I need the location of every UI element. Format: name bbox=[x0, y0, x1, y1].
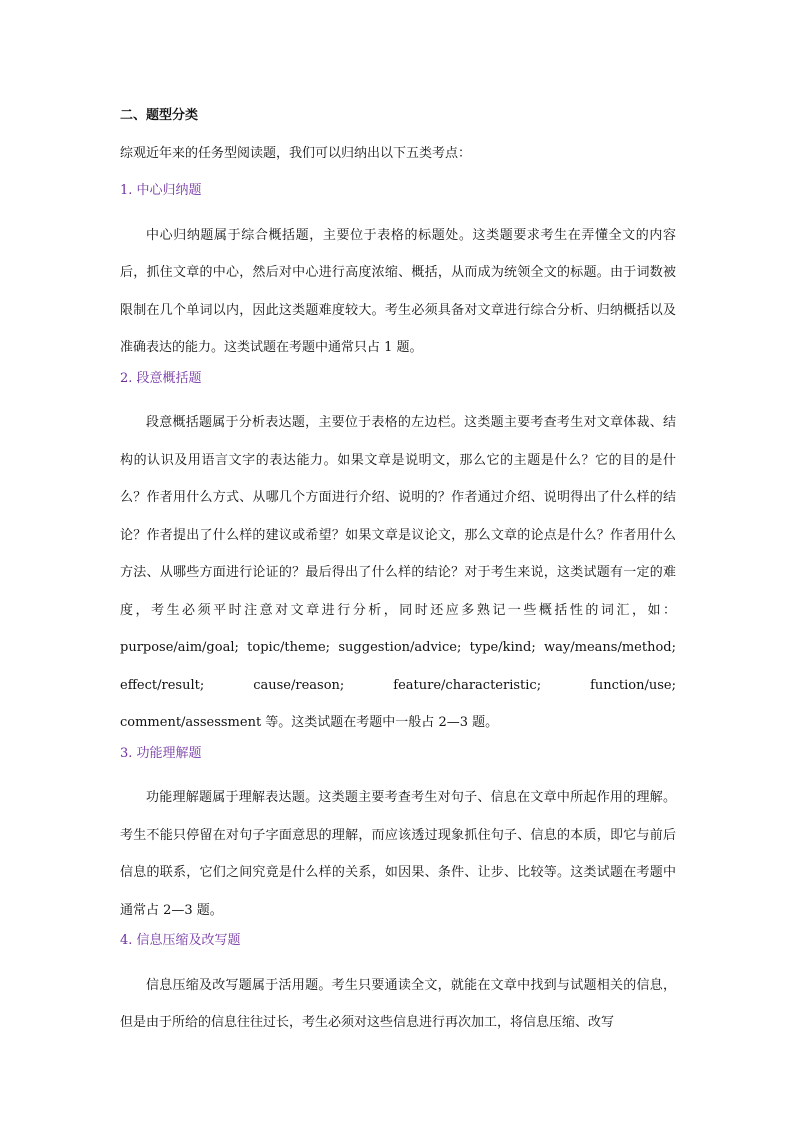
document-body bbox=[120, 104, 676, 1042]
paragraph-info-compression: 信息压缩及改写题属于活用题。考生只要通读全文，就能在文章中找到与试题相关的信息，但是由于所给的信息往往过长，考生必须对这些信息进行再次加工，将信息压缩、改写 bbox=[120, 977, 676, 1030]
paragraph-center-summary: 中心归纳题属于综合概括题，主要位于表格的标题处。这类题要求考生在弄懂全文的内容后，抓住文章的中心，然后对中心进行高度浓缩、概括，从而成为统领全文的标题。由于词数被限制在几个单词以内，因此这类题难度较大。考生必须具备对文章进行综合分析、归纳概括以及准确表达的能力。这类试题在考题中通常只占 1 题。 bbox=[120, 227, 676, 355]
paragraph-function-understanding: 功能理解题属于理解表达题。这类题主要考查考生对句子、信息在文章中所起作用的理解。考生不能只停留在对句子字面意思的理解，而应该透过现象抓住句子、信息的本质，即它与前后信息的联系，它们之间究竟是什么样的关系，如因果、条件、让步、比较等。这类试题在考题中通常占 2—3 题。 bbox=[120, 790, 676, 918]
intro-text: 综观近年来的任务型阅读题，我们可以归纳出以下五类考点： bbox=[120, 145, 472, 161]
heading-center-summary: 1. 中心归纳题 bbox=[120, 183, 202, 198]
paragraph-paragraph-summary: 段意概括题属于分析表达题，主要位于表格的左边栏。这类题主要考查考生对文章体裁、结构的认识及用语言文字的表达能力。如果文章是说明文，那么它的主题是什么？它的目的是什么？作者用什么方式、从哪几个方面进行介绍、说明的？作者通过介绍、说明得出了什么样的结论？作者提出了什么样的建议或希望？如果文章是议论文，那么文章的论点是什么？作者用什么方法、从哪些方面进行论证的？最后得出了什么样的结论？对于考生来说，这类试题有一定的难度，考生必须平时注意对文章进行分析，同时还应多熟记一些概括性的词汇，如：purpose/aim/goal; topic/theme; suggestion/advice; type/kind; way/means/method; effect/result; cause/reason; feature/characteristic; function/use; comment/assessment 等。这类试题在考题中一般占 2—3 题。 bbox=[120, 415, 676, 730]
section-title: 二、题型分类 bbox=[120, 108, 199, 123]
heading-info-compression: 4. 信息压缩及改写题 bbox=[120, 933, 241, 948]
heading-paragraph-summary: 2. 段意概括题 bbox=[120, 370, 202, 386]
heading-function-understanding: 3. 功能理解题 bbox=[120, 745, 202, 761]
